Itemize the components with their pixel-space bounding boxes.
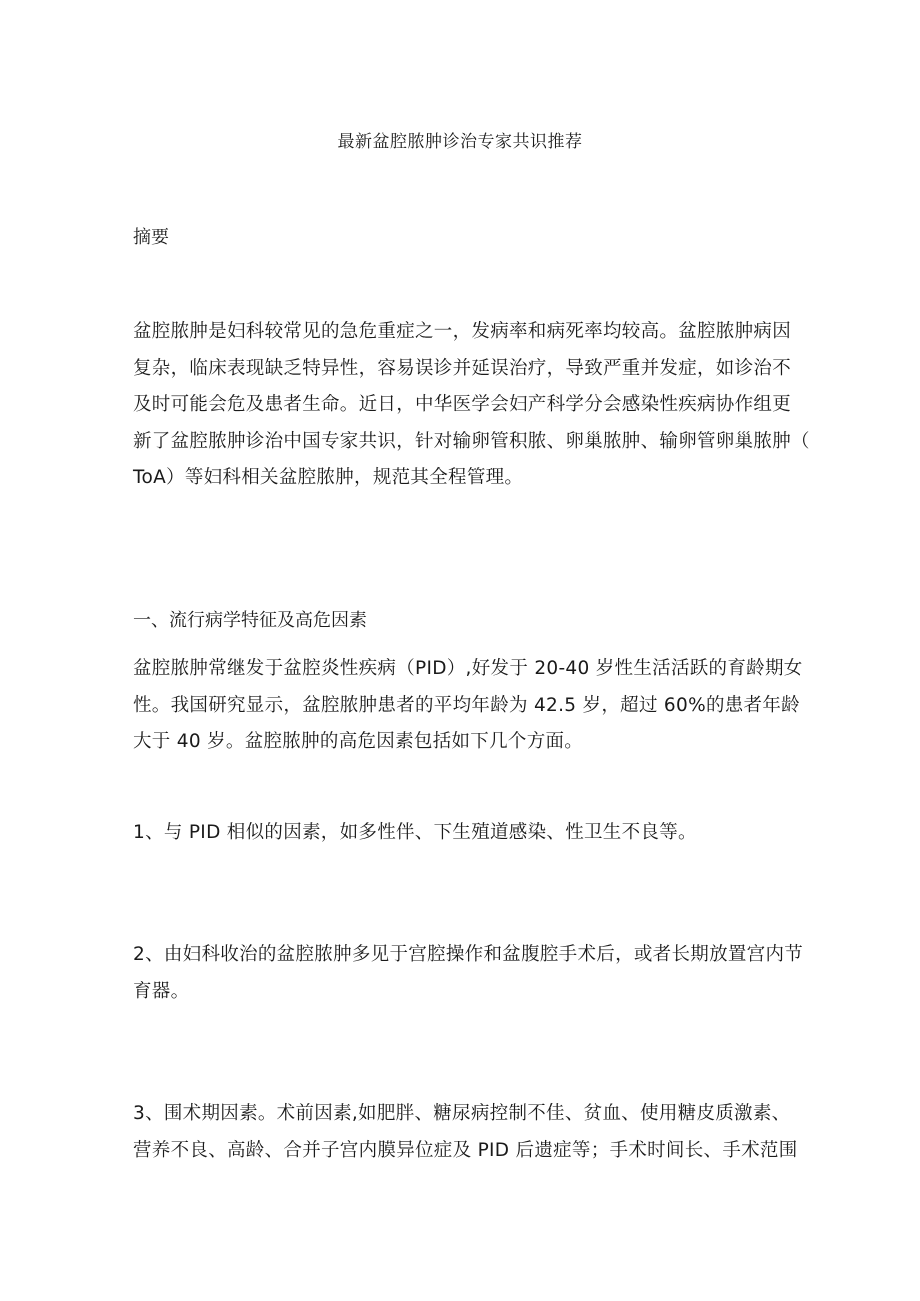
paragraph-line: 及时可能会危及患者生命。近日，中华医学会妇产科学分会感染性疾病协作组更 [133, 394, 792, 415]
document-title: 最新盆腔脓肿诊治专家共识推荐 [337, 132, 583, 152]
paragraph-line: 复杂，临床表现缺乏特异性，容易误诊并延误治疗，导致严重并发症，如诊治不 [133, 357, 792, 379]
paragraph-line: 3、围术期因素。术前因素,如肥胖、糖尿病控制不佳、贫血、使用糖皮质激素、 [133, 1103, 791, 1124]
list-item-3 [133, 1096, 798, 1169]
paragraph-line: 性。我国研究显示，盆腔脓肿患者的平均年龄为 42.5 岁，超过 60%的患者年龄 [133, 694, 800, 716]
paragraph-line: 2、由妇科收治的盆腔脓肿多见于宫腔操作和盆腹腔手术后，或者长期放置宫内节 [133, 944, 804, 965]
section1-paragraph [133, 651, 803, 761]
paragraph-line: 育器。 [133, 980, 190, 1002]
list-item-1 [133, 815, 793, 852]
paragraph-line: 盆腔脓肿是妇科较常见的急危重症之一，发病率和病死率均较高。盆腔脓肿病因 [133, 321, 792, 342]
paragraph-line: ToA）等妇科相关盆腔脓肿，规范其全程管理。 [133, 467, 524, 488]
paragraph-line: 盆腔脓肿常继发于盆腔炎性疾病（PID）,好发于 20-40 岁性生活活跃的育龄期女 [133, 658, 803, 679]
abstract-paragraph [133, 314, 810, 497]
section-heading: 一、流行病学特征及高危因素 [133, 610, 367, 631]
abstract-heading: 摘要 [133, 227, 169, 248]
paragraph-line: 1、与 PID 相似的因素，如多性伴、下生殖道感染、性卫生不良等。 [133, 822, 697, 843]
list-item-2 [133, 937, 804, 1010]
paragraph-line: 大于 40 岁。盆腔脓肿的高危因素包括如下几个方面。 [133, 731, 584, 752]
paragraph-line: 营养不良、高龄、合并子宫内膜异位症及 PID 后遗症等；手术时间长、手术范围 [133, 1139, 798, 1161]
paragraph-line: 新了盆腔脓肿诊治中国专家共识，针对输卵管积脓、卵巢脓肿、输卵管卵巢脓肿（ [133, 430, 810, 452]
